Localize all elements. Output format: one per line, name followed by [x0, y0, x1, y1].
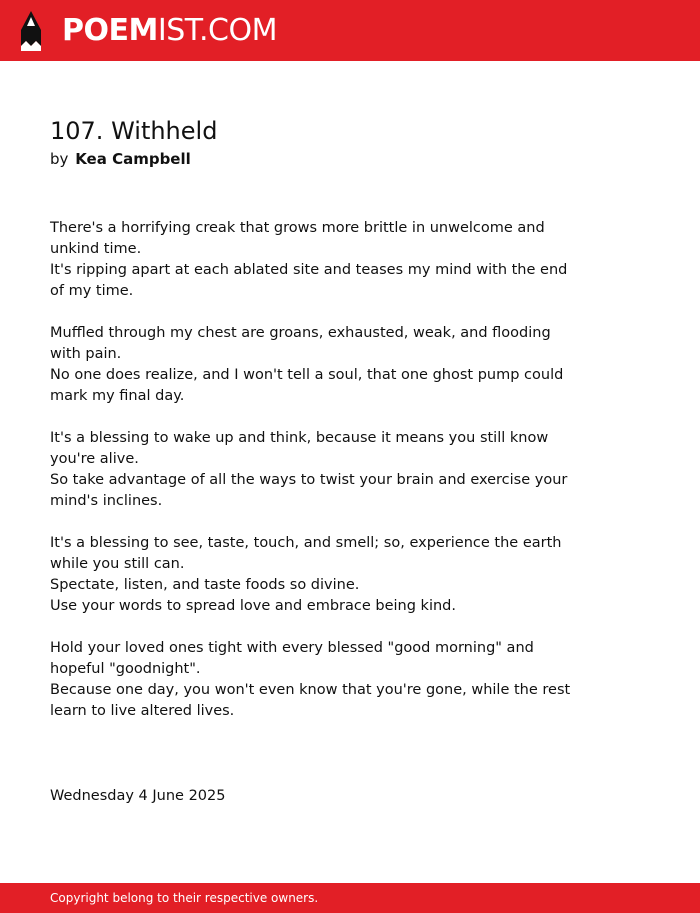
- poem-line: Hold your loved ones tight with every blessed "good morning" and hopeful "goodnight".: [50, 640, 534, 677]
- publish-date: Wednesday 4 June 2025: [50, 788, 226, 804]
- poem-byline: [50, 148, 191, 170]
- byline-prefix: by: [50, 150, 69, 168]
- site-header: [0, 0, 700, 61]
- poem-stanza: [50, 323, 580, 407]
- site-footer: [0, 883, 700, 913]
- poem-body: [50, 218, 580, 743]
- poem-line: It's a blessing to wake up and think, because it means you still know you're alive.: [50, 430, 549, 467]
- copyright-text: Copyright belong to their respective owners.: [50, 891, 319, 905]
- poem-line: Muffled through my chest are groans, exhausted, weak, and flooding with pain.: [50, 325, 551, 362]
- poem-line: Spectate, listen, and taste foods so divine.: [50, 577, 360, 593]
- logo-wordmark-light: IST.COM: [157, 13, 277, 48]
- pencil-icon: [18, 10, 44, 52]
- site-logo-link[interactable]: [18, 9, 277, 53]
- poem-line: So take advantage of all the ways to twist your brain and exercise your mind's inclines.: [50, 472, 568, 509]
- poem-line: It's ripping apart at each ablated site and teases my mind with the end of my time.: [50, 262, 568, 299]
- poem-line: There's a horrifying creak that grows more brittle in unwelcome and unkind time.: [50, 220, 545, 257]
- poem-line: Because one day, you won't even know that you're gone, while the rest learn to live altered lives.: [50, 682, 571, 719]
- logo-wordmark-bold: POEM: [62, 13, 158, 48]
- poem-author: Kea Campbell: [75, 150, 191, 168]
- poem-stanza: [50, 218, 580, 302]
- poem-title: 107. Withheld: [50, 117, 218, 145]
- poem-line: Use your words to spread love and embrace being kind.: [50, 598, 456, 614]
- poem-stanza: [50, 638, 580, 722]
- poem-line: It's a blessing to see, taste, touch, and smell; so, experience the earth while you still can.: [50, 535, 562, 572]
- poem-line: No one does realize, and I won't tell a soul, that one ghost pump could mark my final day.: [50, 367, 564, 404]
- poem-stanza: [50, 533, 580, 617]
- poem-stanza: [50, 428, 580, 512]
- logo-wordmark: [62, 9, 277, 53]
